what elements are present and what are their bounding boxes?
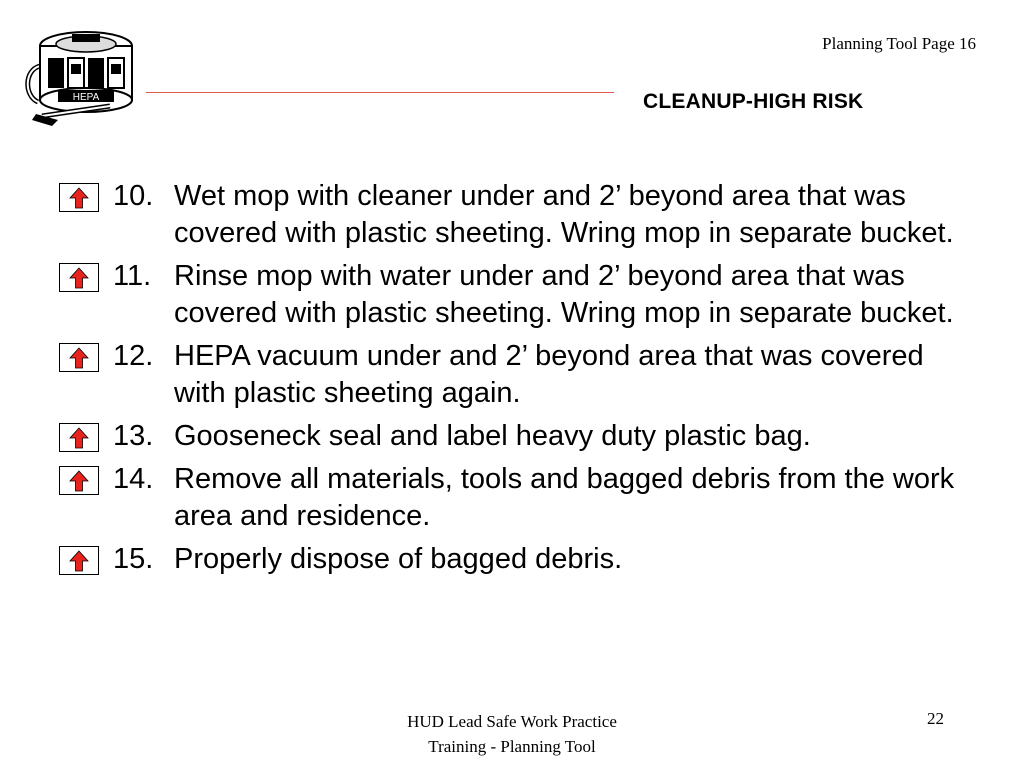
checkbox[interactable] [59, 183, 99, 212]
item-text: Wet mop with cleaner under and 2’ beyond area that was covered with plastic sheeting. Wring mop in separate bucket. [174, 180, 954, 249]
item-text: Properly dispose of bagged debris. [174, 543, 623, 575]
item-text: Gooseneck seal and label heavy duty plastic bag. [174, 420, 811, 452]
slide-title: CLEANUP-HIGH RISK [643, 90, 864, 113]
checkbox[interactable] [59, 466, 99, 495]
red-up-arrow-icon [69, 187, 89, 209]
footer-line-2: Training - Planning Tool [428, 737, 596, 756]
checklist-item [59, 178, 979, 252]
item-text: HEPA vacuum under and 2’ beyond area that was covered with plastic sheeting again. [174, 340, 924, 409]
red-up-arrow-icon [69, 470, 89, 492]
item-number: 12. [113, 340, 154, 372]
item-text: Rinse mop with water under and 2’ beyond area that was covered with plastic sheeting. Wring mop in separate bucket. [174, 260, 954, 329]
checklist-item [59, 541, 979, 578]
item-number: 13. [113, 420, 154, 452]
item-number: 14. [113, 463, 154, 495]
red-up-arrow-icon [69, 267, 89, 289]
item-number: 15. [113, 543, 154, 575]
red-up-arrow-icon [69, 427, 89, 449]
checklist [59, 178, 979, 584]
page-label: Planning Tool Page 16 [822, 34, 976, 53]
checklist-item [59, 418, 979, 455]
logo-text: HEPA [72, 92, 100, 103]
item-number: 10. [113, 180, 154, 212]
slide-number: 22 [927, 709, 944, 728]
red-up-arrow-icon [69, 347, 89, 369]
checklist-item [59, 258, 979, 332]
checklist-item [59, 338, 979, 412]
item-text: Remove all materials, tools and bagged debris from the work area and residence. [174, 463, 955, 532]
footer-caption [362, 709, 662, 759]
red-up-arrow-icon [69, 550, 89, 572]
checkbox[interactable] [59, 343, 99, 372]
item-number: 11. [113, 260, 152, 292]
checkbox[interactable] [59, 423, 99, 452]
footer-line-1: HUD Lead Safe Work Practice [407, 712, 617, 731]
checklist-item [59, 461, 979, 535]
checkbox[interactable] [59, 546, 99, 575]
checkbox[interactable] [59, 263, 99, 292]
header-rule [146, 92, 614, 93]
hepa-vacuum-logo [22, 18, 144, 130]
